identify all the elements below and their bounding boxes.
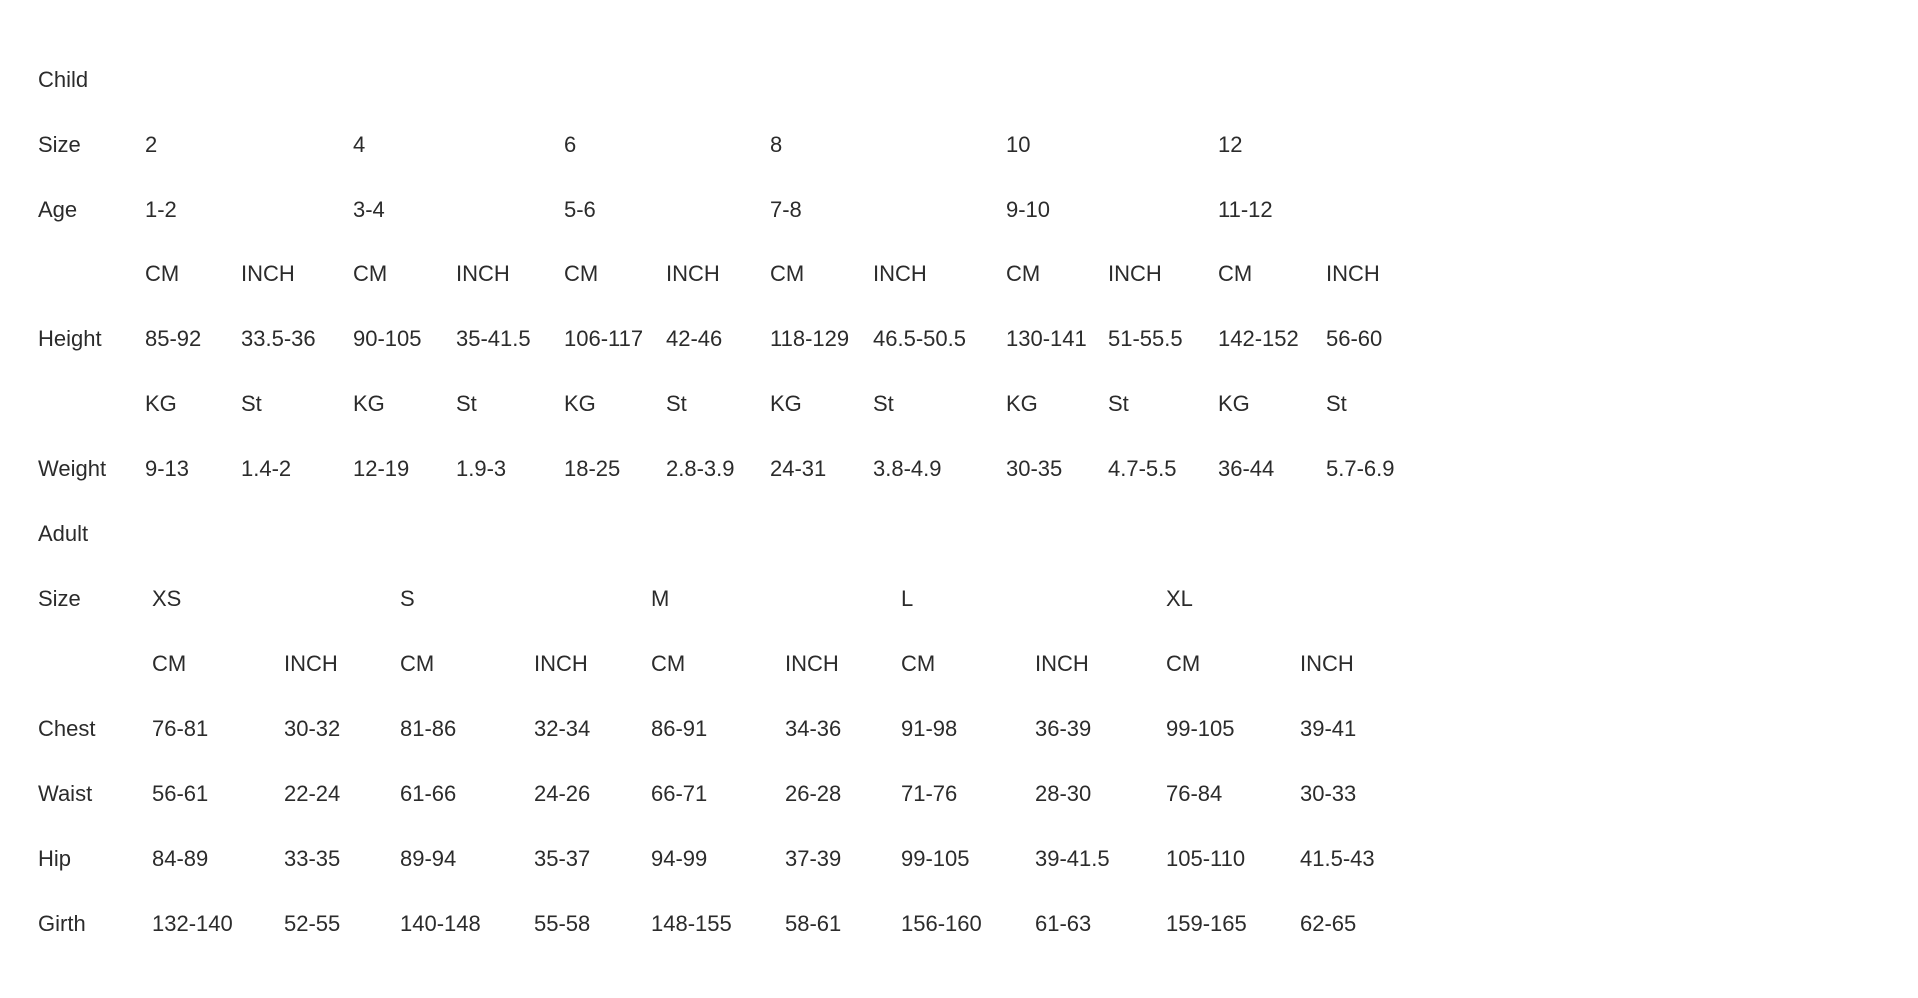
unit-label: INCH [456,261,510,286]
unit-label: KG [145,391,177,416]
child-size-value: 12 [1218,132,1243,157]
adult-girth-value: 58-61 [785,911,842,936]
unit-label: CM [152,651,187,676]
adult-girth-value: 52-55 [284,911,341,936]
adult-girth-value: 140-148 [400,911,481,936]
child-height-value: 51-55.5 [1108,326,1183,351]
child-size-value: 4 [353,132,366,157]
child-weight-value: 2.8-3.9 [666,456,735,481]
adult-chest-value: 30-32 [284,716,341,741]
child-heading: Child [38,67,89,92]
adult-size-value: M [651,586,670,611]
child-weight-value: 12-19 [353,456,410,481]
adult-chest-value: 81-86 [400,716,457,741]
unit-label: CM [901,651,936,676]
adult-size-value: S [400,586,415,611]
unit-label: CM [564,261,599,286]
child-height-value: 118-129 [770,326,850,351]
unit-label: CM [145,261,180,286]
adult-hip-value: 39-41.5 [1035,846,1110,871]
adult-girth-value: 159-165 [1166,911,1247,936]
adult-waist-value: 22-24 [284,781,341,806]
child-weight-value: 24-31 [770,456,827,481]
unit-label: KG [1218,391,1250,416]
row-label: Waist [38,781,93,806]
adult-chest-value: 99-105 [1166,716,1235,741]
child-age-value: 1-2 [145,197,177,222]
child-age-value: 3-4 [353,197,385,222]
adult-waist-value: 71-76 [901,781,958,806]
child-height-value: 42-46 [666,326,723,351]
child-size-value: 6 [564,132,577,157]
adult-size-value: XS [152,586,182,611]
child-weight-value: 36-44 [1218,456,1275,481]
child-size-value: 10 [1006,132,1031,157]
row-label: Age [38,197,78,222]
row-label: Hip [38,846,72,871]
unit-label: St [1326,391,1347,416]
unit-label: St [1108,391,1129,416]
unit-label: CM [353,261,388,286]
row-label: Size [38,586,81,611]
child-height-value: 90-105 [353,326,422,351]
child-height-value: 106-117 [564,326,644,351]
child-size-value: 2 [145,132,158,157]
child-weight-value: 30-35 [1006,456,1063,481]
unit-label: INCH [1035,651,1089,676]
adult-chest-value: 32-34 [534,716,591,741]
child-height-value: 56-60 [1326,326,1383,351]
adult-girth-value: 62-65 [1300,911,1357,936]
adult-hip-value: 105-110 [1166,846,1246,871]
unit-label: KG [353,391,385,416]
child-height-value: 85-92 [145,326,202,351]
adult-heading: Adult [38,521,89,546]
adult-size-value: L [901,586,914,611]
unit-label: CM [1006,261,1041,286]
adult-girth-value: 61-63 [1035,911,1092,936]
unit-label: St [666,391,687,416]
unit-label: CM [1166,651,1201,676]
unit-label: INCH [284,651,338,676]
adult-hip-value: 94-99 [651,846,708,871]
unit-label: INCH [1300,651,1354,676]
unit-label: INCH [1326,261,1380,286]
row-label: Height [38,326,102,351]
child-size-value: 8 [770,132,783,157]
unit-label: St [241,391,262,416]
adult-chest-value: 36-39 [1035,716,1092,741]
unit-label: INCH [666,261,720,286]
adult-hip-value: 35-37 [534,846,591,871]
adult-waist-value: 26-28 [785,781,842,806]
unit-label: INCH [241,261,295,286]
child-weight-value: 3.8-4.9 [873,456,942,481]
adult-size-value: XL [1166,586,1193,611]
row-label: Girth [38,911,86,936]
adult-chest-value: 76-81 [152,716,209,741]
unit-label: CM [400,651,435,676]
child-height-value: 142-152 [1218,326,1299,351]
unit-label: KG [1006,391,1038,416]
row-label: Weight [38,456,107,481]
child-weight-value: 1.9-3 [456,456,507,481]
unit-label: CM [651,651,686,676]
adult-girth-value: 55-58 [534,911,591,936]
unit-label: St [873,391,894,416]
child-age-value: 11-12 [1218,197,1273,222]
child-height-value: 46.5-50.5 [873,326,966,351]
unit-label: KG [770,391,802,416]
child-height-value: 35-41.5 [456,326,531,351]
adult-girth-value: 156-160 [901,911,982,936]
child-height-value: 33.5-36 [241,326,316,351]
adult-hip-value: 41.5-43 [1300,846,1375,871]
adult-hip-value: 99-105 [901,846,970,871]
child-weight-value: 4.7-5.5 [1108,456,1177,481]
adult-waist-value: 76-84 [1166,781,1223,806]
row-label: Size [38,132,81,157]
adult-chest-value: 34-36 [785,716,842,741]
adult-girth-value: 132-140 [152,911,233,936]
unit-label: St [456,391,477,416]
unit-label: CM [770,261,805,286]
adult-waist-value: 56-61 [152,781,209,806]
child-height-value: 130-141 [1006,326,1087,351]
adult-waist-value: 66-71 [651,781,708,806]
unit-label: CM [1218,261,1253,286]
adult-chest-value: 86-91 [651,716,708,741]
child-weight-value: 9-13 [145,456,190,481]
unit-label: INCH [534,651,588,676]
adult-hip-value: 89-94 [400,846,457,871]
adult-waist-value: 30-33 [1300,781,1357,806]
unit-label: INCH [873,261,927,286]
unit-label: INCH [1108,261,1162,286]
adult-waist-value: 28-30 [1035,781,1092,806]
adult-waist-value: 61-66 [400,781,457,806]
adult-chest-value: 91-98 [901,716,958,741]
adult-girth-value: 148-155 [651,911,732,936]
adult-chest-value: 39-41 [1300,716,1357,741]
child-age-value: 9-10 [1006,197,1051,222]
child-age-value: 7-8 [770,197,802,222]
adult-hip-value: 84-89 [152,846,209,871]
child-weight-value: 18-25 [564,456,621,481]
unit-label: KG [564,391,596,416]
child-age-value: 5-6 [564,197,596,222]
row-label: Chest [38,716,96,741]
adult-waist-value: 24-26 [534,781,591,806]
unit-label: INCH [785,651,839,676]
adult-hip-value: 37-39 [785,846,842,871]
adult-hip-value: 33-35 [284,846,341,871]
child-weight-value: 1.4-2 [241,456,292,481]
child-weight-value: 5.7-6.9 [1326,456,1395,481]
